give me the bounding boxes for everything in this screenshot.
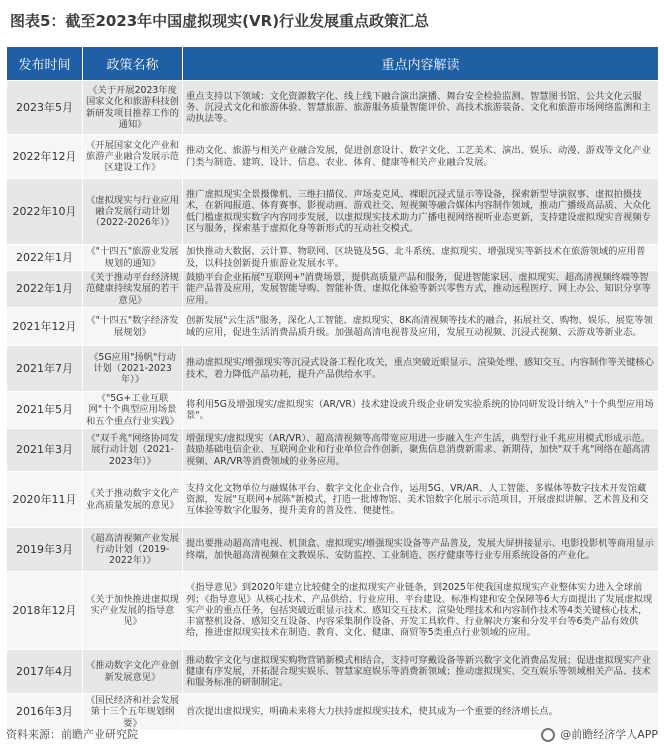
- row-content: 重点支持以下领域：文化资源数字化、线上线下融合演出演播、舞台安全检验监测、智慧图书馆、公共文化云服务、沉浸式文化和旅游体验、智慧旅游、旅游服务质量智能评价、高技术旅游装备、文化和旅游市场网络监测和主动执法等。: [183, 81, 659, 135]
- row-policy-name: 《"十四五"旅游业发展规划的通知》: [83, 245, 183, 271]
- table-row: [7, 650, 659, 694]
- table-row: [7, 179, 659, 245]
- table-header-row: [7, 47, 659, 81]
- row-policy-name: 《国民经济和社会发展第十三个五年规划纲要》: [83, 694, 183, 731]
- row-policy-name: 《推动数字文化产业创新发展意见》: [83, 650, 183, 694]
- row-date: 2021年7月: [7, 346, 83, 392]
- table-row: [7, 528, 659, 572]
- row-policy-name: 《"十四五"数字经济发展规划》: [83, 308, 183, 346]
- row-policy-name: 《"5G+工业互联网"十个典型应用场景和五个重点行业实践》: [83, 392, 183, 429]
- table-row: [7, 572, 659, 650]
- table-row: [7, 346, 659, 392]
- row-content: 提出要推动超高清电视、机顶盒、虚拟现实/增强现实设备等产品普及，发展大屏拼接显示、电影投影机等商用显示终端，加快超高清视频在文教娱乐、安防监控、工业制造、医疗健康等行业专用系统设备的产业化。: [183, 528, 659, 572]
- row-date: 2022年12月: [7, 135, 83, 179]
- row-policy-name: 《5G应用"扬帆"行动计划（2021-2023年）》: [83, 346, 183, 392]
- row-date: 2022年1月: [7, 245, 83, 271]
- row-policy-name: 《虚拟现实与行业应用融合发展行动计划（2022-2026年）》: [83, 179, 183, 245]
- row-content: 推动文化、旅游与相关产业融合发展，促进创意设计、数字文化、工艺美术、演出、娱乐、动漫、游戏等文化产业门类与制造、建筑、设计、信息、农业、体育、健康等相关产业融合发展。: [183, 135, 659, 179]
- row-content: 增强现实/虚拟现实（AR/VR）、超高清视频等高带宽应用进一步融入生产生活，典型行业千兆应用模式形成示范。鼓励基础电信企业、互联网企业和行业单位合作创新，聚焦信息消费新需求、新期待，加快"双千兆"网络在超高清视频、AR/VR等消费领域的业务应用。: [183, 429, 659, 472]
- row-content: 鼓励平台企业拓展"互联网+"消费场景，提供高质量产品和服务，促进智能家居、虚拟现实、超高清视频终端等智能产品普及应用，发展智能导购、智能补货、虚拟化体验等新兴零售方式，推动远程医疗、网上办公、知识分享等应用。: [183, 271, 659, 308]
- table-row: [7, 271, 659, 308]
- row-date: 2022年10月: [7, 179, 83, 245]
- row-content: 推动数字文化与虚拟现实购物营销新模式相结合，支持可穿戴设备等新兴数字文化消费品发展；促进虚拟现实产业健康有序发展，开拓混合现实娱乐、智慧家庭娱乐等消费新领域；推动虚拟现实、交互娱乐等领域相关产品、技术和服务标准的研制制定。: [183, 650, 659, 694]
- row-policy-name: 《超高清视频产业发展行动计划（2019-2022年）》: [83, 528, 183, 572]
- brand-credit: [541, 724, 658, 746]
- table-row: [7, 245, 659, 271]
- row-date: 2018年12月: [7, 572, 83, 650]
- row-content: 将利用5G及增强现实/虚拟现实（AR/VR）技术建设或升级企业研发实验系统的协同研发设计纳入"十个典型应用场景"。: [183, 392, 659, 429]
- row-date: 2021年12月: [7, 308, 83, 346]
- policy-table: [6, 46, 659, 731]
- chart-title: 图表5：截至2023年中国虚拟现实(VR)行业发展重点政策汇总: [10, 12, 430, 30]
- row-date: 2022年1月: [7, 271, 83, 308]
- row-date: 2021年5月: [7, 392, 83, 429]
- row-content: 首次提出虚拟现实，明确未来将大力扶持虚拟现实技术，使其成为一个重要的经济增长点。: [183, 694, 659, 731]
- row-content: 推动虚拟现实/增强现实等沉浸式设备工程化攻关，重点突破近眼显示、渲染处理、感知交互、内容制作等关键核心技术，着力降低产品功耗，提升产品供给水平。: [183, 346, 659, 392]
- table-row: [7, 392, 659, 429]
- header-policy-name: 政策名称: [83, 47, 183, 81]
- footer: [6, 724, 658, 746]
- header-content: 重点内容解读: [183, 47, 659, 81]
- table-row: [7, 472, 659, 528]
- table-row: [7, 135, 659, 179]
- row-date: 2019年3月: [7, 528, 83, 572]
- row-content: 推广虚拟现实全景摄像机、三维扫描仪、声场麦克风、裸眼沉浸式显示等设备，探索新型导演叙事、虚拟拍摄技术，在新闻报道、体育赛事、影视动画、游戏社交、短视频等融合媒体内容制作领域，推动广播级高品质、大众化低门槛虚拟现实数字内容同步发展，以虚拟现实技术助力广播电视网络视听业态更新，支持建设虚拟现实音视频专区与服务，探索基于虚拟化身等新形式的互动社交模式。: [183, 179, 659, 245]
- row-content: 《指导意见》到2020年建立比较健全的虚拟现实产业链条，到2025年使我国虚拟现实产业整体实力进入全球前列；《指导意见》从核心技术、产品供给、行业应用、平台建设、标准构建和安全保障等6大方面提出了发展虚拟现实产业的重点任务，包括突破近眼显示技术、感知交互技术、渲染处理技术和内容制作技术等4类关键核心技术，丰富整机设备、感知交互设备、内容采集制作设备、开发工具软件、行业解决方案和分发平台等6类产品有效供给，推进虚拟现实技术在制造、教育、文化、健康、商贸等5类重点行业领域的应用。: [183, 572, 659, 650]
- row-date: 2023年5月: [7, 81, 83, 135]
- row-policy-name: 《关于推动平台经济规范健康持续发展的若干意见》: [83, 271, 183, 308]
- row-content: 加快推动大数据、云计算、物联网、区块链及5G、北斗系统、虚拟现实、增强现实等新技术在旅游领域的应用普及，以科技创新提升旅游业发展水平。: [183, 245, 659, 271]
- row-policy-name: 《"双千兆"网络协同发展行动计划（2021-2023年）》: [83, 429, 183, 472]
- source-note: 资料来源：前瞻产业研究院: [6, 728, 138, 741]
- row-date: 2021年3月: [7, 429, 83, 472]
- row-content: 创新发展"云生活"服务，深化人工智能、虚拟现实、8K高清视频等技术的融合，拓展社交、购物、娱乐、展览等领域的应用，促进生活消费品质升级。加强超高清电视普及应用，发展互动视频、沉浸式视频、云游戏等新业态。: [183, 308, 659, 346]
- qianzhan-logo-icon: [541, 728, 555, 742]
- row-content: 支持文化文物单位与融媒体平台、数字文化企业合作，运用5G、VR/AR、人工智能、多媒体等数字技术开发馆藏资源，发展"互联网+展陈"新模式，打造一批博物馆、美术馆数字化展示示范项目，开展虚拟讲解、艺术普及和交互体验等数字化服务，提升美育的普及性、便捷性。: [183, 472, 659, 528]
- table-row: [7, 81, 659, 135]
- row-date: 2016年3月: [7, 694, 83, 731]
- table-row: [7, 308, 659, 346]
- row-policy-name: 《开展国家文化产业和旅游产业融合发展示范区建设工作》: [83, 135, 183, 179]
- table-row: [7, 429, 659, 472]
- row-policy-name: 《关于推动数字文化产业高质量发展的意见》: [83, 472, 183, 528]
- row-date: 2020年11月: [7, 472, 83, 528]
- row-policy-name: 《关于加快推进虚拟现实产业发展的指导意见》: [83, 572, 183, 650]
- row-date: 2017年4月: [7, 650, 83, 694]
- brand-label: @前瞻经济学人APP: [560, 728, 658, 741]
- row-policy-name: 《关于开展2023年度国家文化和旅游科技创新研发项目推荐工作的通知》: [83, 81, 183, 135]
- header-date: 发布时间: [7, 47, 83, 81]
